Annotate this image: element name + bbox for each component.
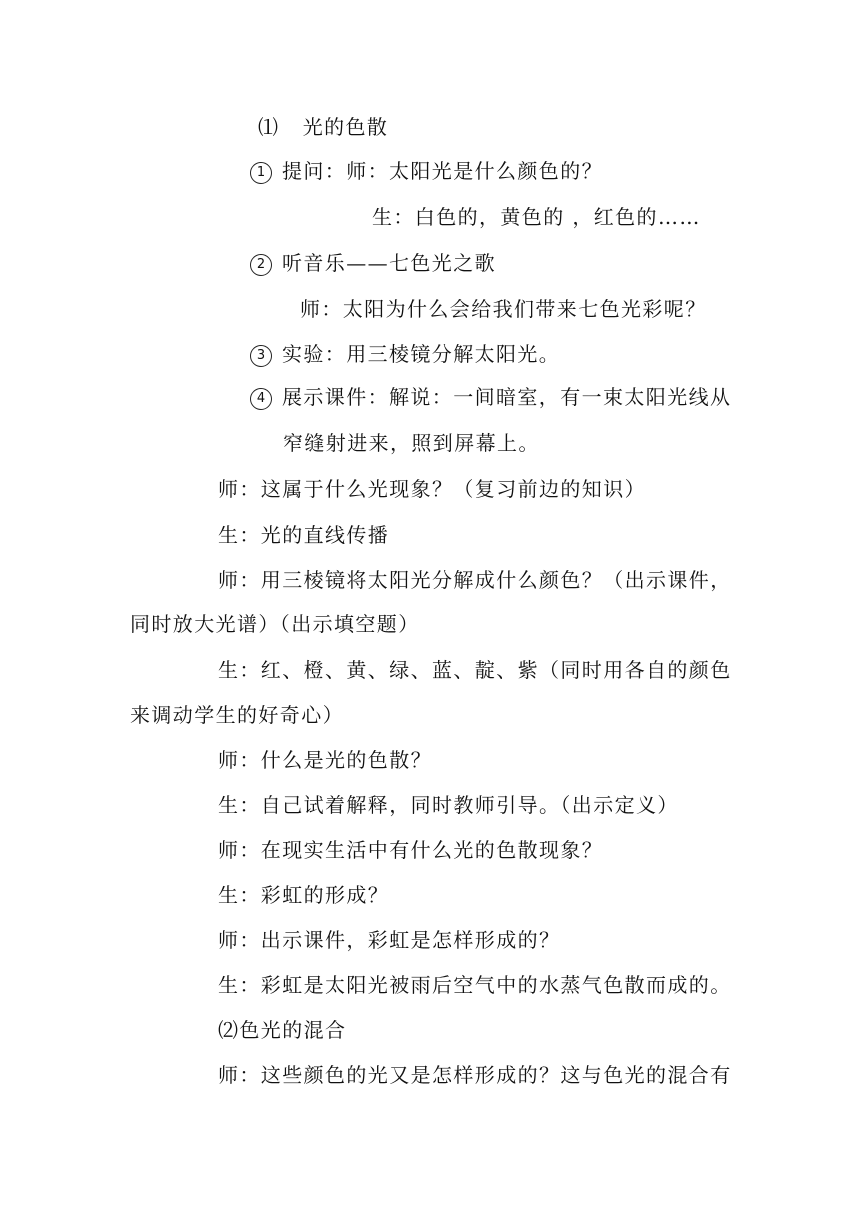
dialogue-line: 师：在现实生活中有什么光的色散现象？ (218, 838, 604, 862)
dialogue-line: 师：什么是光的色散？ (218, 748, 432, 772)
list-item-3 (250, 340, 560, 368)
circled-number-2: 2 (250, 254, 272, 276)
section-1-heading (258, 113, 388, 141)
question-line: 师：太阳为什么会给我们带来七色光彩呢？ (300, 297, 707, 321)
dialogue-line: 生：光的直线传播 (218, 523, 390, 547)
list-item-4-continuation: 窄缝射进来，照到屏幕上。 (283, 431, 540, 455)
list-item-4-text: 展示课件：解说：一间暗室，有一束太阳光线从 (282, 385, 732, 409)
circled-number-3: 3 (250, 345, 272, 367)
section-1-title: 光的色散 (302, 115, 389, 139)
circled-number-1: 1 (250, 162, 272, 184)
list-item-4 (250, 383, 731, 411)
dialogue-line: 师：用三棱镜将太阳光分解成什么颜色？（出示课件， (218, 568, 732, 592)
circled-number-4: 4 (250, 388, 272, 410)
section-1-marker: ⑴ (258, 115, 280, 139)
list-item-1-text: 提问：师：太阳光是什么颜色的？ (282, 159, 603, 183)
dialogue-line: 同时放大光谱）（出示填空题） (130, 612, 420, 636)
dialogue-line: 师：出示课件，彩虹是怎样形成的？ (218, 928, 561, 952)
dialogue-line: 生：彩虹的形成？ (218, 883, 390, 907)
dialogue-line: 生：红、橙、黄、绿、蓝、靛、紫（同时用各自的颜色 (218, 658, 732, 682)
dialogue-line: 来调动学生的好奇心） (130, 703, 344, 727)
list-item-1 (250, 157, 603, 185)
dialogue-line-last: 师：这些颜色的光又是怎样形成的？这与色光的混合有 (218, 1063, 732, 1087)
answer-line: 生：白色的，黄色的 ，红色的…… (372, 205, 701, 229)
list-item-2-text: 听音乐——七色光之歌 (282, 251, 496, 275)
dialogue-line: 生：自己试着解释，同时教师引导。（出示定义） (218, 793, 679, 817)
list-item-3-text: 实验：用三棱镜分解太阳光。 (282, 342, 561, 366)
dialogue-line: 生：彩虹是太阳光被雨后空气中的水蒸气色散而成的。 (218, 973, 732, 997)
dialogue-line: 师：这属于什么光现象？（复习前边的知识） (218, 477, 646, 501)
section-2-heading: ⑵色光的混合 (218, 1018, 347, 1042)
list-item-2 (250, 249, 496, 277)
